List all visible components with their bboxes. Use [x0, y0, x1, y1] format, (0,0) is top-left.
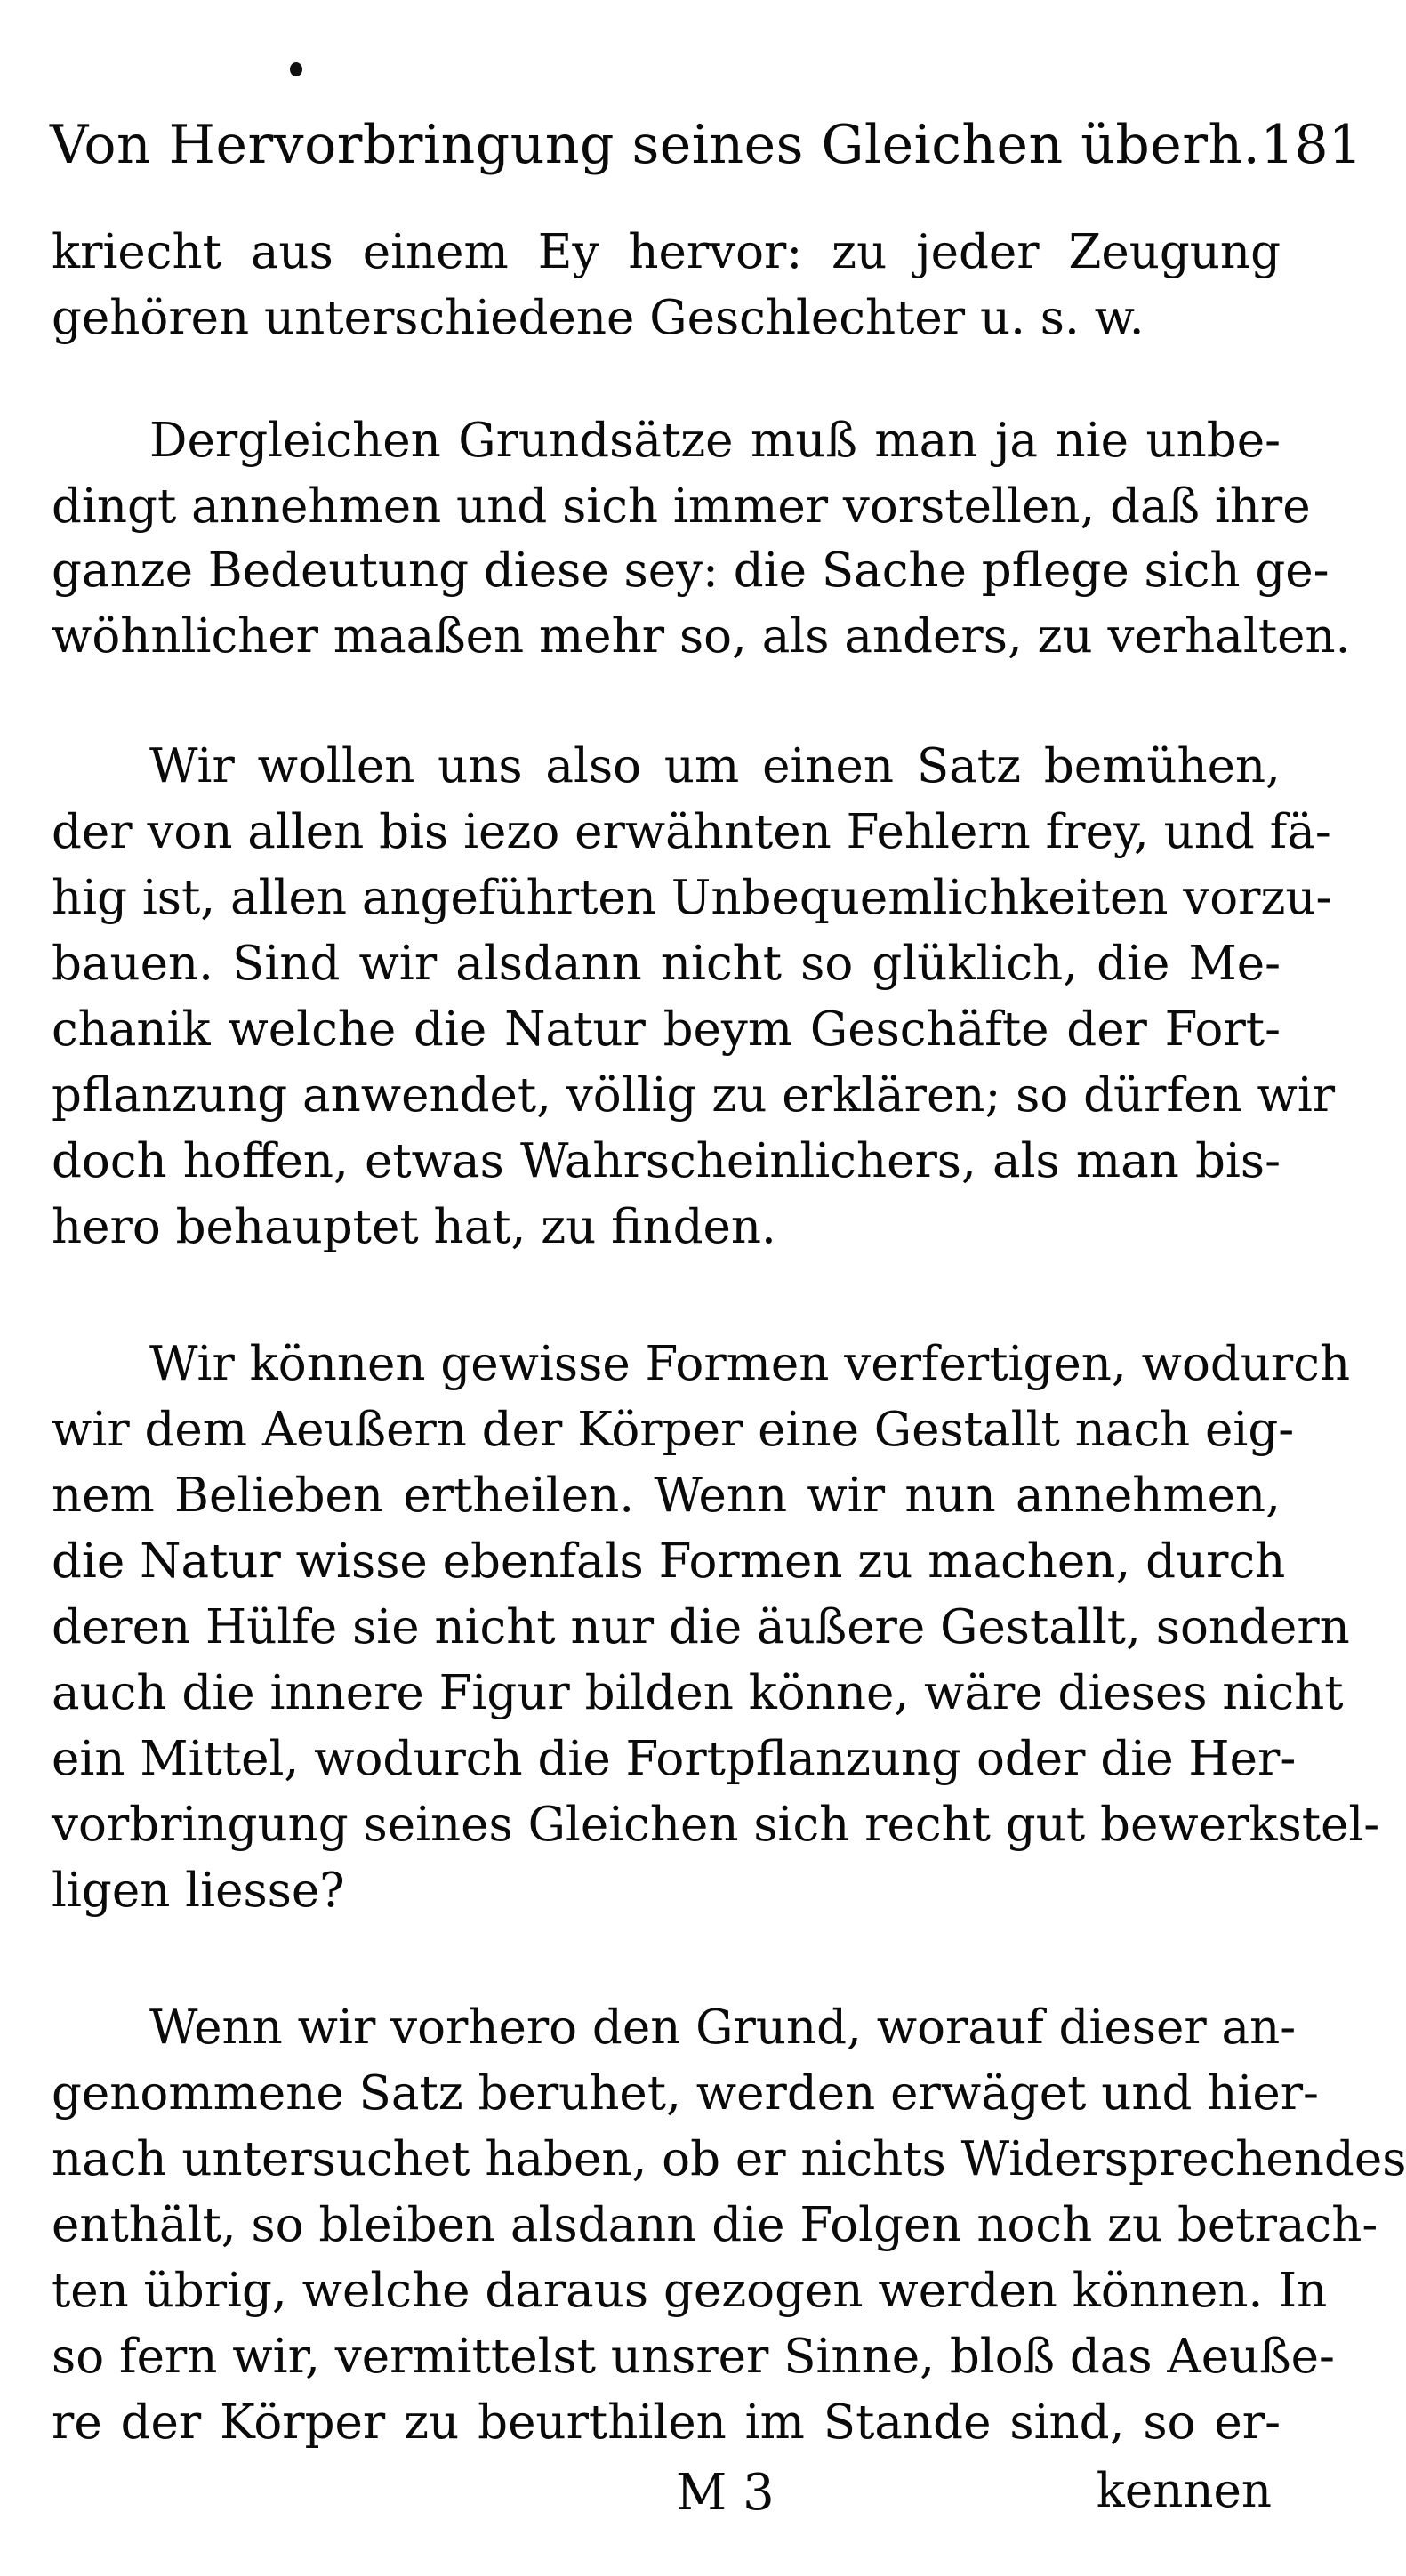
text-line: hig ist, allen angeführten Unbequemlichkeiten vorzu- [52, 871, 1332, 925]
page-header [50, 78, 1362, 176]
text-line: ligen liesse? [52, 1864, 345, 1918]
text-line: gehören unterschiedene Geschlechter u. s. w. [52, 291, 1145, 345]
text-line: ten übrig, welche daraus gezogen werden können. In [52, 2264, 1328, 2318]
signature-mark: M 3 [676, 2464, 775, 2522]
text-line: wir dem Aeußern der Körper eine Gestallt nach eig- [52, 1403, 1295, 1457]
text-line: re der Körper zu beurthilen im Stande sind, so er- [52, 2395, 1281, 2450]
ink-speck [290, 62, 302, 76]
text-line: Wenn wir vorhero den Grund, worauf dieser an- [149, 2000, 1297, 2055]
text-line: genommene Satz beruhet, werden erwäget und hier- [52, 2066, 1319, 2121]
text-line: Dergleichen Grundsätze muß man ja nie unbe- [149, 414, 1281, 468]
text-line: vorbringung seines Gleichen sich recht gut bewerkstel- [52, 1798, 1380, 1852]
text-line: ganze Bedeutung diese sey: die Sache pflege sich ge- [52, 543, 1330, 598]
text-line: die Natur wisse ebenfals Formen zu machen, durch [52, 1534, 1286, 1589]
text-line: so fern wir, vermittelst unsrer Sinne, bloß das Aeuße- [52, 2330, 1335, 2384]
text-line: Wir wollen uns also um einen Satz bemühen, [149, 739, 1281, 793]
page-number: 181 [1260, 114, 1362, 176]
text-line: Wir können gewisse Formen verfertigen, wodurch [149, 1337, 1351, 1391]
text-line: bauen. Sind wir alsdann nicht so glüklich, die Me- [52, 937, 1281, 991]
text-line: deren Hülfe sie nicht nur die äußere Gestallt, sondern [52, 1600, 1350, 1654]
text-line: auch die innere Figur bilden könne, wäre dieses nicht [52, 1666, 1344, 1720]
text-line: wöhnlicher maaßen mehr so, als anders, zu verhalten. [52, 609, 1351, 664]
text-line: chanik welche die Natur beym Geschäfte der Fort- [52, 1002, 1281, 1057]
text-line: doch hoffen, etwas Wahrscheinlichers, als man bis- [52, 1134, 1281, 1188]
running-title: Von Hervorbringung seines Gleichen überh. [50, 114, 1261, 176]
catchword: kennen [1096, 2464, 1272, 2518]
text-line: enthält, so bleiben alsdann die Folgen noch zu betrach- [52, 2198, 1378, 2252]
text-line: kriecht aus einem Ey hervor: zu jeder Zeugung [52, 225, 1281, 279]
text-line: ein Mittel, wodurch die Fortpflanzung oder die Her- [52, 1732, 1297, 1786]
text-line: nem Belieben ertheilen. Wenn wir nun annehmen, [52, 1469, 1281, 1523]
text-line: nach untersuchet haben, ob er nichts Widersprechendes [52, 2132, 1406, 2186]
text-line: dingt annehmen und sich immer vorstellen, daß ihre [52, 479, 1311, 534]
text-line: der von allen bis iezo erwähnten Fehlern frey, und fä- [52, 805, 1331, 859]
text-line: hero behauptet hat, zu finden. [52, 1200, 776, 1254]
text-line: pflanzung anwendet, völlig zu erklären; so dürfen wir [52, 1068, 1336, 1123]
